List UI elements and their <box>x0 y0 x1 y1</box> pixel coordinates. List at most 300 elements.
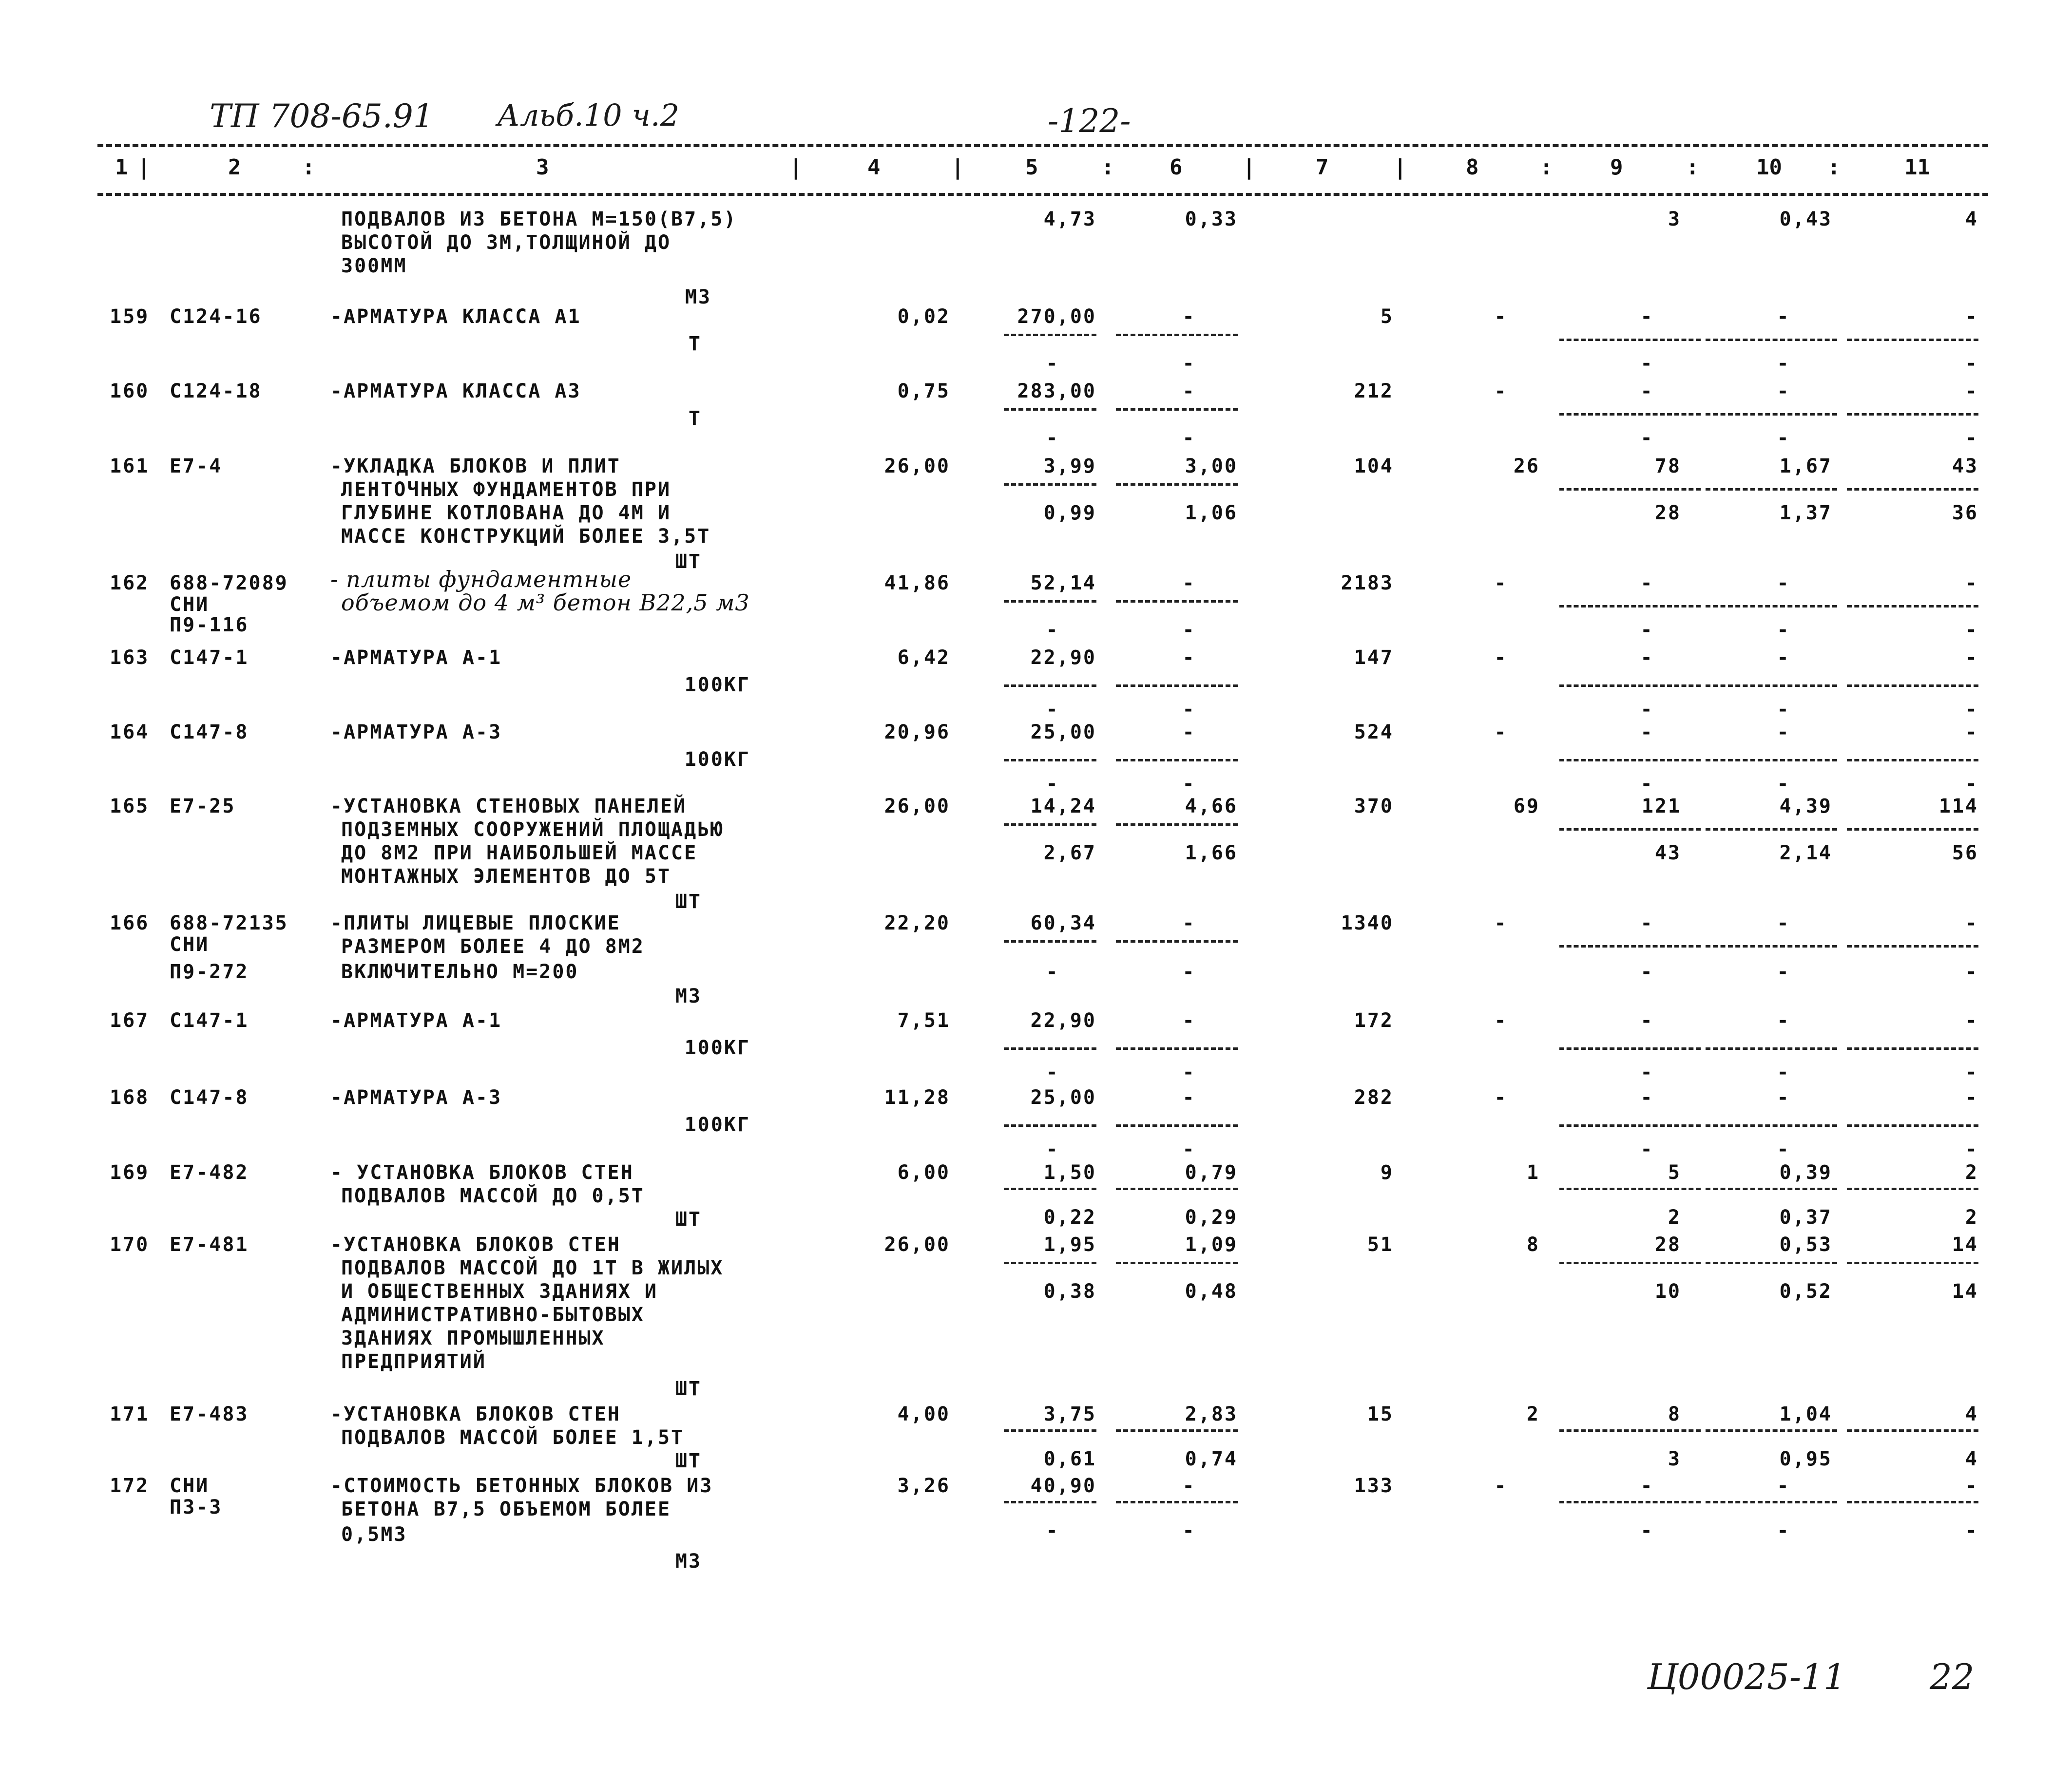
split-rule <box>1004 684 1096 687</box>
cell-col5: 4,73 <box>1043 208 1096 230</box>
split-rule <box>1847 1047 1978 1050</box>
split-rule <box>1004 1188 1096 1190</box>
col-separator: : <box>1686 155 1699 180</box>
split-rule <box>1004 483 1096 486</box>
split-rule <box>1706 1047 1837 1050</box>
split-rule <box>1706 828 1837 831</box>
split-rule <box>1004 1124 1096 1127</box>
cell-col11-lower: 2 <box>1965 1206 1978 1229</box>
cell-col11-lower: 4 <box>1965 1448 1978 1470</box>
cell-col9: - <box>1640 572 1654 594</box>
cell-col11: - <box>1965 380 1978 402</box>
cell-col5: 283,00 <box>1017 380 1096 402</box>
cell-col8: - <box>1494 646 1508 669</box>
cell-col11-lower: - <box>1965 619 1978 641</box>
cell-col10: 0,43 <box>1779 208 1832 230</box>
split-rule <box>1847 1501 1978 1503</box>
cell-col6: - <box>1182 380 1196 402</box>
row-unit: ШТ <box>675 550 702 573</box>
cell-col5: 52,14 <box>1030 572 1096 594</box>
cell-col5: 40,90 <box>1030 1475 1096 1497</box>
row-number: 164 <box>110 721 150 743</box>
row-number: 170 <box>110 1234 150 1256</box>
cell-col7: 524 <box>1354 721 1394 743</box>
stamp-code: Ц00025-11 <box>1647 1656 1846 1697</box>
cell-col6: - <box>1182 646 1196 669</box>
cell-col11-lower: - <box>1965 698 1978 721</box>
cell-col9: - <box>1640 646 1654 669</box>
split-rule <box>1116 1124 1238 1127</box>
row-number: 172 <box>110 1475 150 1497</box>
cell-col5-lower: 2,67 <box>1043 842 1096 864</box>
col-separator: : <box>1540 155 1553 180</box>
cell-col7: 2183 <box>1341 572 1394 594</box>
cell-col7: 282 <box>1354 1086 1394 1109</box>
row-number: 160 <box>110 380 150 402</box>
row-code: С147-1 <box>170 646 249 669</box>
cell-col5-lower: - <box>1046 1061 1059 1083</box>
row-desc-line: -ПЛИТЫ ЛИЦЕВЫЕ ПЛОСКИЕ <box>330 912 621 934</box>
cell-col10-lower: 0,95 <box>1779 1448 1832 1470</box>
row-unit: Т <box>688 333 702 355</box>
row-code: С147-8 <box>170 721 249 743</box>
split-rule <box>1116 823 1238 826</box>
cell-col4: 6,00 <box>897 1161 950 1184</box>
cell-col11: 114 <box>1938 795 1978 817</box>
cell-col10-lower: - <box>1777 1138 1790 1160</box>
split-rule <box>1706 1262 1837 1264</box>
split-rule <box>1847 1429 1978 1432</box>
cell-col5-lower: - <box>1046 619 1059 641</box>
row-unit: М3 <box>685 286 711 308</box>
row-desc-line: -АРМАТУРА КЛАССА А3 <box>330 380 581 402</box>
cell-col10: - <box>1777 305 1790 328</box>
cell-col6-lower: 1,06 <box>1185 502 1238 524</box>
row-desc-line: ПОДВАЛОВ ИЗ БЕТОНА М=150(В7,5) <box>341 208 737 230</box>
cell-col11: - <box>1965 721 1978 743</box>
cell-col7: 133 <box>1354 1475 1394 1497</box>
cell-col11: - <box>1965 646 1978 669</box>
row-number: 159 <box>110 305 150 328</box>
cell-col11-lower: 36 <box>1952 502 1978 524</box>
row-number: 168 <box>110 1086 150 1109</box>
row-number: 167 <box>110 1009 150 1032</box>
row-code: СНИ <box>170 933 210 956</box>
cell-col5-lower: - <box>1046 773 1059 795</box>
table-row <box>0 794 2072 913</box>
split-rule <box>1706 1501 1837 1503</box>
cell-col8: 26 <box>1513 455 1540 477</box>
cell-col10: - <box>1777 646 1790 669</box>
row-unit: ШТ <box>675 891 702 913</box>
cell-col11-lower: 14 <box>1952 1280 1978 1303</box>
split-rule <box>1116 684 1238 687</box>
cell-col6-lower: - <box>1182 1061 1196 1083</box>
cell-col6: - <box>1182 305 1196 328</box>
cell-col5: 25,00 <box>1030 1086 1096 1109</box>
row-code: П3-3 <box>170 1496 223 1518</box>
row-code: 688-72089 <box>170 572 288 594</box>
cell-col10: 1,67 <box>1779 455 1832 477</box>
cell-col11: - <box>1965 305 1978 328</box>
cell-col11: 43 <box>1952 455 1978 477</box>
table-row <box>0 645 2072 721</box>
row-number: 163 <box>110 646 150 669</box>
cell-col5-lower: - <box>1046 1138 1059 1160</box>
cell-col6-lower: - <box>1182 427 1196 449</box>
cell-col6: 0,33 <box>1185 208 1238 230</box>
cell-col7: 9 <box>1380 1161 1394 1184</box>
cell-col9-lower: 28 <box>1654 502 1681 524</box>
cell-col10: - <box>1777 572 1790 594</box>
split-rule <box>1004 940 1096 943</box>
split-rule <box>1004 1501 1096 1503</box>
split-rule <box>1559 1262 1701 1264</box>
row-desc-line: ВКЛЮЧИТЕЛЬНО М=200 <box>341 961 579 983</box>
row-desc-line: ПОДВАЛОВ МАССОЙ ДО 0,5Т <box>341 1185 645 1207</box>
table-row <box>0 1085 2072 1160</box>
cell-col9-lower: - <box>1640 352 1654 375</box>
row-desc-line: -УСТАНОВКА БЛОКОВ СТЕН <box>330 1403 621 1425</box>
cell-col8: - <box>1494 572 1508 594</box>
col-separator: : <box>1101 155 1114 180</box>
cell-col8: - <box>1494 912 1508 934</box>
row-desc-line: -АРМАТУРА А-3 <box>330 721 502 743</box>
split-rule <box>1706 488 1837 491</box>
cell-col11-lower: - <box>1965 1138 1978 1160</box>
cell-col6-lower: - <box>1182 698 1196 721</box>
split-rule <box>1004 759 1096 761</box>
split-rule <box>1004 823 1096 826</box>
split-rule <box>1706 1188 1837 1190</box>
split-rule <box>1004 1429 1096 1432</box>
row-unit: Т <box>688 407 702 430</box>
row-code: 688-72135 <box>170 912 288 934</box>
col-header-8: 8 <box>1466 155 1479 180</box>
row-number: 171 <box>110 1403 150 1425</box>
cell-col8: - <box>1494 1475 1508 1497</box>
split-rule <box>1116 1262 1238 1264</box>
row-desc-line: 300ММ <box>341 255 407 277</box>
cell-col6-lower: 0,48 <box>1185 1280 1238 1303</box>
col-separator: | <box>1394 155 1407 180</box>
cell-col10: 0,39 <box>1779 1161 1832 1184</box>
cell-col6-lower: 0,74 <box>1185 1448 1238 1470</box>
split-rule <box>1116 600 1238 603</box>
row-unit: 100КГ <box>684 674 750 696</box>
cell-col10-lower: - <box>1777 773 1790 795</box>
row-desc-line: -СТОИМОСТЬ БЕТОННЫХ БЛОКОВ ИЗ <box>330 1475 713 1497</box>
cell-col10: - <box>1777 721 1790 743</box>
row-desc-line: ЗДАНИЯХ ПРОМЫШЛЕННЫХ <box>341 1327 605 1349</box>
cell-col5: 14,24 <box>1030 795 1096 817</box>
cell-col4: 3,26 <box>897 1475 950 1497</box>
cell-col6-lower: 0,29 <box>1185 1206 1238 1229</box>
cell-col11: - <box>1965 1009 1978 1032</box>
table-row <box>0 720 2072 795</box>
cell-col10: 4,39 <box>1779 795 1832 817</box>
split-rule <box>1559 488 1701 491</box>
cell-col4: 26,00 <box>884 795 950 817</box>
split-rule <box>1706 759 1837 761</box>
split-rule <box>1559 605 1701 607</box>
split-rule <box>1004 600 1096 603</box>
row-desc-line: 0,5М3 <box>341 1523 407 1546</box>
split-rule <box>1559 828 1701 831</box>
row-code: Е7-481 <box>170 1234 249 1256</box>
col-header-2: 2 <box>228 155 241 180</box>
col-separator: | <box>789 155 803 180</box>
cell-col9-lower: 10 <box>1654 1280 1681 1303</box>
cell-col7: 51 <box>1367 1234 1394 1256</box>
cell-col6: 3,00 <box>1185 455 1238 477</box>
row-desc-line: -УСТАНОВКА БЛОКОВ СТЕН <box>330 1234 621 1256</box>
col-header-11: 11 <box>1904 155 1930 180</box>
cell-col11: 4 <box>1965 208 1978 230</box>
cell-col5: 3,75 <box>1043 1403 1096 1425</box>
row-code: С124-16 <box>170 305 262 328</box>
cell-col9-lower: - <box>1640 773 1654 795</box>
cell-col8: 69 <box>1513 795 1540 817</box>
cell-col8: - <box>1494 305 1508 328</box>
doc-code: ТП 708-65.91 <box>210 97 434 135</box>
col-header-4: 4 <box>867 155 881 180</box>
cell-col10: - <box>1777 1475 1790 1497</box>
row-code: С147-1 <box>170 1009 249 1032</box>
cell-col9: 121 <box>1641 795 1681 817</box>
row-desc-line: ПОДЗЕМНЫХ СООРУЖЕНИЙ ПЛОЩАДЬЮ <box>341 818 724 841</box>
cell-col11: - <box>1965 1086 1978 1109</box>
split-rule <box>1004 1262 1096 1264</box>
cell-col9-lower: - <box>1640 1519 1654 1542</box>
album-label: Альб.10 ч.2 <box>497 97 680 133</box>
row-desc-line: ПРЕДПРИЯТИЙ <box>341 1350 486 1373</box>
cell-col5: 60,34 <box>1030 912 1096 934</box>
row-desc-line: -АРМАТУРА А-1 <box>330 646 502 669</box>
row-number: 161 <box>110 455 150 477</box>
split-rule <box>1706 684 1837 687</box>
cell-col10: - <box>1777 1009 1790 1032</box>
cell-col11-lower: - <box>1965 961 1978 983</box>
cell-col10-lower: - <box>1777 427 1790 449</box>
row-desc-line: -АРМАТУРА А-3 <box>330 1086 502 1109</box>
cell-col9: 78 <box>1654 455 1681 477</box>
split-rule <box>1706 1124 1837 1127</box>
cell-col8: - <box>1494 1086 1508 1109</box>
row-code: С147-8 <box>170 1086 249 1109</box>
cell-col5-lower: - <box>1046 352 1059 375</box>
cell-col4: 7,51 <box>897 1009 950 1032</box>
cell-col6: 4,66 <box>1185 795 1238 817</box>
table-row <box>0 1008 2072 1083</box>
row-desc-line: АДМИНИСТРАТИВНО-БЫТОВЫХ <box>341 1304 645 1326</box>
row-desc-line: - УСТАНОВКА БЛОКОВ СТЕН <box>330 1161 634 1184</box>
cell-col11-lower: - <box>1965 427 1978 449</box>
row-desc-line: И ОБЩЕСТВЕННЫХ ЗДАНИЯХ И <box>341 1280 658 1303</box>
cell-col4: 26,00 <box>884 455 950 477</box>
col-separator: | <box>137 155 151 180</box>
cell-col6-lower: - <box>1182 1519 1196 1542</box>
col-header-10: 10 <box>1756 155 1782 180</box>
row-desc-line: ЛЕНТОЧНЫХ ФУНДАМЕНТОВ ПРИ <box>341 478 671 501</box>
cell-col9: - <box>1640 912 1654 934</box>
cell-col9: - <box>1640 1475 1654 1497</box>
cell-col5-lower: 0,22 <box>1043 1206 1096 1229</box>
split-rule <box>1847 684 1978 687</box>
cell-col6-lower: 1,66 <box>1185 842 1238 864</box>
split-rule <box>1706 605 1837 607</box>
page-number: -122- <box>1048 102 1131 140</box>
cell-col4: 4,00 <box>897 1403 950 1425</box>
table-row <box>0 379 2072 449</box>
col-separator: | <box>951 155 964 180</box>
row-number: 165 <box>110 795 150 817</box>
cell-col7: 147 <box>1354 646 1394 669</box>
split-rule <box>1847 339 1978 341</box>
cell-col5: 22,90 <box>1030 1009 1096 1032</box>
split-rule <box>1116 1429 1238 1432</box>
col-header-9: 9 <box>1610 155 1623 180</box>
row-desc-handwritten: - плиты фундаментные <box>330 566 632 592</box>
split-rule <box>1559 339 1701 341</box>
cell-col11-lower: - <box>1965 352 1978 375</box>
col-separator: | <box>1243 155 1256 180</box>
cell-col11-lower: - <box>1965 1519 1978 1542</box>
cell-col10-lower: - <box>1777 1519 1790 1542</box>
split-rule <box>1847 759 1978 761</box>
row-desc-line: ПОДВАЛОВ МАССОЙ ДО 1Т В ЖИЛЫХ <box>341 1257 724 1279</box>
sheet-number: 22 <box>1930 1656 1975 1697</box>
cell-col7: 5 <box>1380 305 1394 328</box>
cell-col10-lower: - <box>1777 961 1790 983</box>
cell-col6: - <box>1182 1475 1196 1497</box>
cell-col8: - <box>1494 721 1508 743</box>
split-rule <box>1004 408 1096 411</box>
cell-col4: 6,42 <box>897 646 950 669</box>
row-code: Е7-483 <box>170 1403 249 1425</box>
cell-col11-lower: - <box>1965 1061 1978 1083</box>
cell-col5-lower: - <box>1046 698 1059 721</box>
row-unit: 100КГ <box>684 1114 750 1136</box>
cell-col11: - <box>1965 912 1978 934</box>
cell-col4: 11,28 <box>884 1086 950 1109</box>
split-rule <box>1847 828 1978 831</box>
cell-col10: 0,53 <box>1779 1234 1832 1256</box>
cell-col4: 0,02 <box>897 305 950 328</box>
col-header-7: 7 <box>1316 155 1329 180</box>
split-rule <box>1116 1501 1238 1503</box>
cell-col7: 212 <box>1354 380 1394 402</box>
cell-col6: - <box>1182 572 1196 594</box>
cell-col6: - <box>1182 721 1196 743</box>
row-desc-line: ВЫСОТОЙ ДО 3М,ТОЛЩИНОЙ ДО <box>341 231 671 254</box>
row-desc-handwritten: объемом до 4 м³ бетон В22,5 м3 <box>341 589 750 616</box>
cell-col11-lower: 56 <box>1952 842 1978 864</box>
split-rule <box>1559 945 1701 948</box>
split-rule <box>1116 483 1238 486</box>
cell-col11: - <box>1965 1475 1978 1497</box>
col-header-6: 6 <box>1170 155 1183 180</box>
split-rule <box>1847 488 1978 491</box>
cell-col11: - <box>1965 572 1978 594</box>
cell-col6: - <box>1182 1086 1196 1109</box>
split-rule <box>1706 339 1837 341</box>
row-desc-line: ДО 8М2 ПРИ НАИБОЛЬШЕЙ МАССЕ <box>341 842 698 864</box>
cell-col9: 3 <box>1668 208 1681 230</box>
cell-col10-lower: 2,14 <box>1779 842 1832 864</box>
cell-col9: - <box>1640 305 1654 328</box>
col-separator: : <box>1827 155 1841 180</box>
split-rule <box>1004 334 1096 336</box>
row-desc-line: ПОДВАЛОВ МАССОЙ БОЛЕЕ 1,5Т <box>341 1426 685 1449</box>
row-unit: 100КГ <box>684 1037 750 1059</box>
cell-col5-lower: - <box>1046 1519 1059 1542</box>
split-rule <box>1116 1188 1238 1190</box>
cell-col8: - <box>1494 380 1508 402</box>
split-rule <box>1706 945 1837 948</box>
row-number: 169 <box>110 1161 150 1184</box>
split-rule <box>1559 1501 1701 1503</box>
cell-col11: 2 <box>1965 1161 1978 1184</box>
row-desc-line: МОНТАЖНЫХ ЭЛЕМЕНТОВ ДО 5Т <box>341 865 671 888</box>
cell-col6: 2,83 <box>1185 1403 1238 1425</box>
table-row <box>0 304 2072 375</box>
row-code: СНИ <box>170 1475 210 1497</box>
col-header-1: 1 <box>115 155 128 180</box>
cell-col7: 15 <box>1367 1403 1394 1425</box>
split-rule <box>1847 605 1978 607</box>
row-code: Е7-25 <box>170 795 236 817</box>
split-rule <box>1116 1047 1238 1050</box>
cell-col8: 1 <box>1526 1161 1540 1184</box>
split-rule <box>1706 413 1837 416</box>
split-rule <box>1116 940 1238 943</box>
cell-col6: 0,79 <box>1185 1161 1238 1184</box>
cell-col9-lower: - <box>1640 961 1654 983</box>
cell-col10-lower: 0,37 <box>1779 1206 1832 1229</box>
row-code: СНИ <box>170 593 210 616</box>
split-rule <box>1116 334 1238 336</box>
cell-col10-lower: - <box>1777 352 1790 375</box>
col-header-5: 5 <box>1025 155 1038 180</box>
cell-col5: 22,90 <box>1030 646 1096 669</box>
cell-col6-lower: - <box>1182 619 1196 641</box>
row-desc-line: БЕТОНА В7,5 ОБЪЕМОМ БОЛЕЕ <box>341 1498 671 1520</box>
cell-col4: 0,75 <box>897 380 950 402</box>
cell-col10: 1,04 <box>1779 1403 1832 1425</box>
split-rule <box>1559 759 1701 761</box>
row-code: П9-116 <box>170 614 249 636</box>
cell-col10-lower: - <box>1777 619 1790 641</box>
row-desc-line: РАЗМЕРОМ БОЛЕЕ 4 ДО 8М2 <box>341 935 645 958</box>
split-rule <box>1559 1188 1701 1190</box>
cell-col9-lower: 3 <box>1668 1448 1681 1470</box>
cell-col6: 1,09 <box>1185 1234 1238 1256</box>
cell-col10-lower: 1,37 <box>1779 502 1832 524</box>
row-unit: ШТ <box>675 1378 702 1400</box>
cell-col11: 14 <box>1952 1234 1978 1256</box>
cell-col11-lower: - <box>1965 773 1978 795</box>
cell-col9-lower: - <box>1640 1061 1654 1083</box>
cell-col5: 1,50 <box>1043 1161 1096 1184</box>
split-rule <box>1847 413 1978 416</box>
cell-col6-lower: - <box>1182 352 1196 375</box>
row-code: Е7-4 <box>170 455 223 477</box>
cell-col10-lower: - <box>1777 698 1790 721</box>
cell-col9: - <box>1640 1009 1654 1032</box>
split-rule <box>1559 684 1701 687</box>
cell-col9-lower: 43 <box>1654 842 1681 864</box>
